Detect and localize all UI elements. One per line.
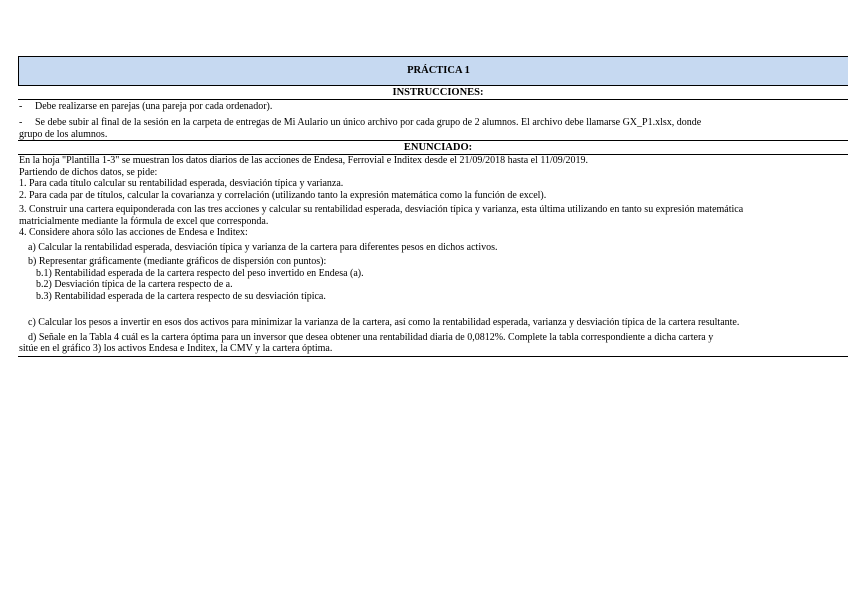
bullet-dash: -	[19, 101, 23, 112]
question-1: 1. Para cada título calcular su rentabilidad esperada, desviación típica y varianza.	[19, 178, 344, 189]
instruction-item-1	[18, 100, 848, 114]
question-3-line1: 3. Construir una cartera equiponderada con las tres acciones y calcular su rentabilidad esperada, desviación típica y varianza, esta última utilizando en tanto su expresión matemática	[19, 204, 744, 215]
question-4c: c) Calcular los pesos a invertir en esos dos activos para minimizar la varianza de la cartera, así como la rentabilidad esperada, varianza y desviación típica de la cartera resultante.	[28, 317, 740, 328]
question-4a: a) Calcular la rentabilidad esperada, desviación típica y varianza de la cartera para diferentes pesos en dichos activos.	[28, 241, 498, 253]
page-title: PRÁCTICA 1	[18, 56, 848, 86]
question-3-line2: matricialmente mediante la fórmula de excel que corresponda.	[19, 215, 269, 227]
statement-intro-2: Partiendo de dichos datos, se pide:	[19, 166, 158, 178]
question-2: 2. Para cada par de títulos, calcular la covarianza y correlación (utilizando tanto la expresión matemática como la función de excel).	[19, 189, 547, 201]
question-4b2: b.2) Desviación típica de la cartera respecto de a.	[36, 279, 233, 290]
instructions-section	[18, 100, 848, 141]
instructions-header: INSTRUCCIONES:	[18, 86, 848, 100]
question-4d-line2: sitúe en el gráfico 3) los activos Endesa e Inditex, la CMV y la cartera óptima.	[19, 343, 333, 354]
instruction-item-2	[18, 117, 848, 129]
statement-intro-1: En la hoja "Plantilla 1-3" se muestran los datos diarios de las acciones de Endesa, Ferrovial e Inditex desde el 21/09/2018 hasta el 11/09/2019.	[19, 155, 589, 166]
bullet-dash: -	[19, 117, 23, 128]
spreadsheet-content	[18, 56, 848, 357]
question-4b1: b.1) Rentabilidad esperada de la cartera respecto del peso invertido en Endesa (a).	[36, 267, 364, 279]
instruction-text-2-line1: Se debe subir al final de la sesión en la carpeta de entregas de Mi Aulario un único archivo por cada grupo de 2 alumnos. El archivo debe llamarse GX_P1.xlsx, donde	[35, 117, 702, 128]
question-4: 4. Considere ahora sólo las acciones de Endesa e Inditex:	[19, 227, 248, 238]
statement-header: ENUNCIADO:	[18, 141, 848, 155]
instruction-text-1: Debe realizarse en parejas (una pareja por cada ordenador).	[35, 101, 273, 112]
question-4b: b) Representar gráficamente (mediante gráficos de dispersión con puntos):	[28, 256, 327, 267]
question-4b3: b.3) Rentabilidad esperada de la cartera respecto de su desviación típica.	[36, 290, 326, 302]
instruction-text-2-line2: grupo de los alumnos.	[19, 128, 108, 140]
question-4d-line1: d) Señale en la Tabla 4 cuál es la cartera óptima para un inversor que desea obtener una rentabilidad diaria de 0,0812%. Complete la tabla correspondiente a dicha cartera y	[28, 331, 714, 343]
statement-section	[18, 155, 848, 357]
